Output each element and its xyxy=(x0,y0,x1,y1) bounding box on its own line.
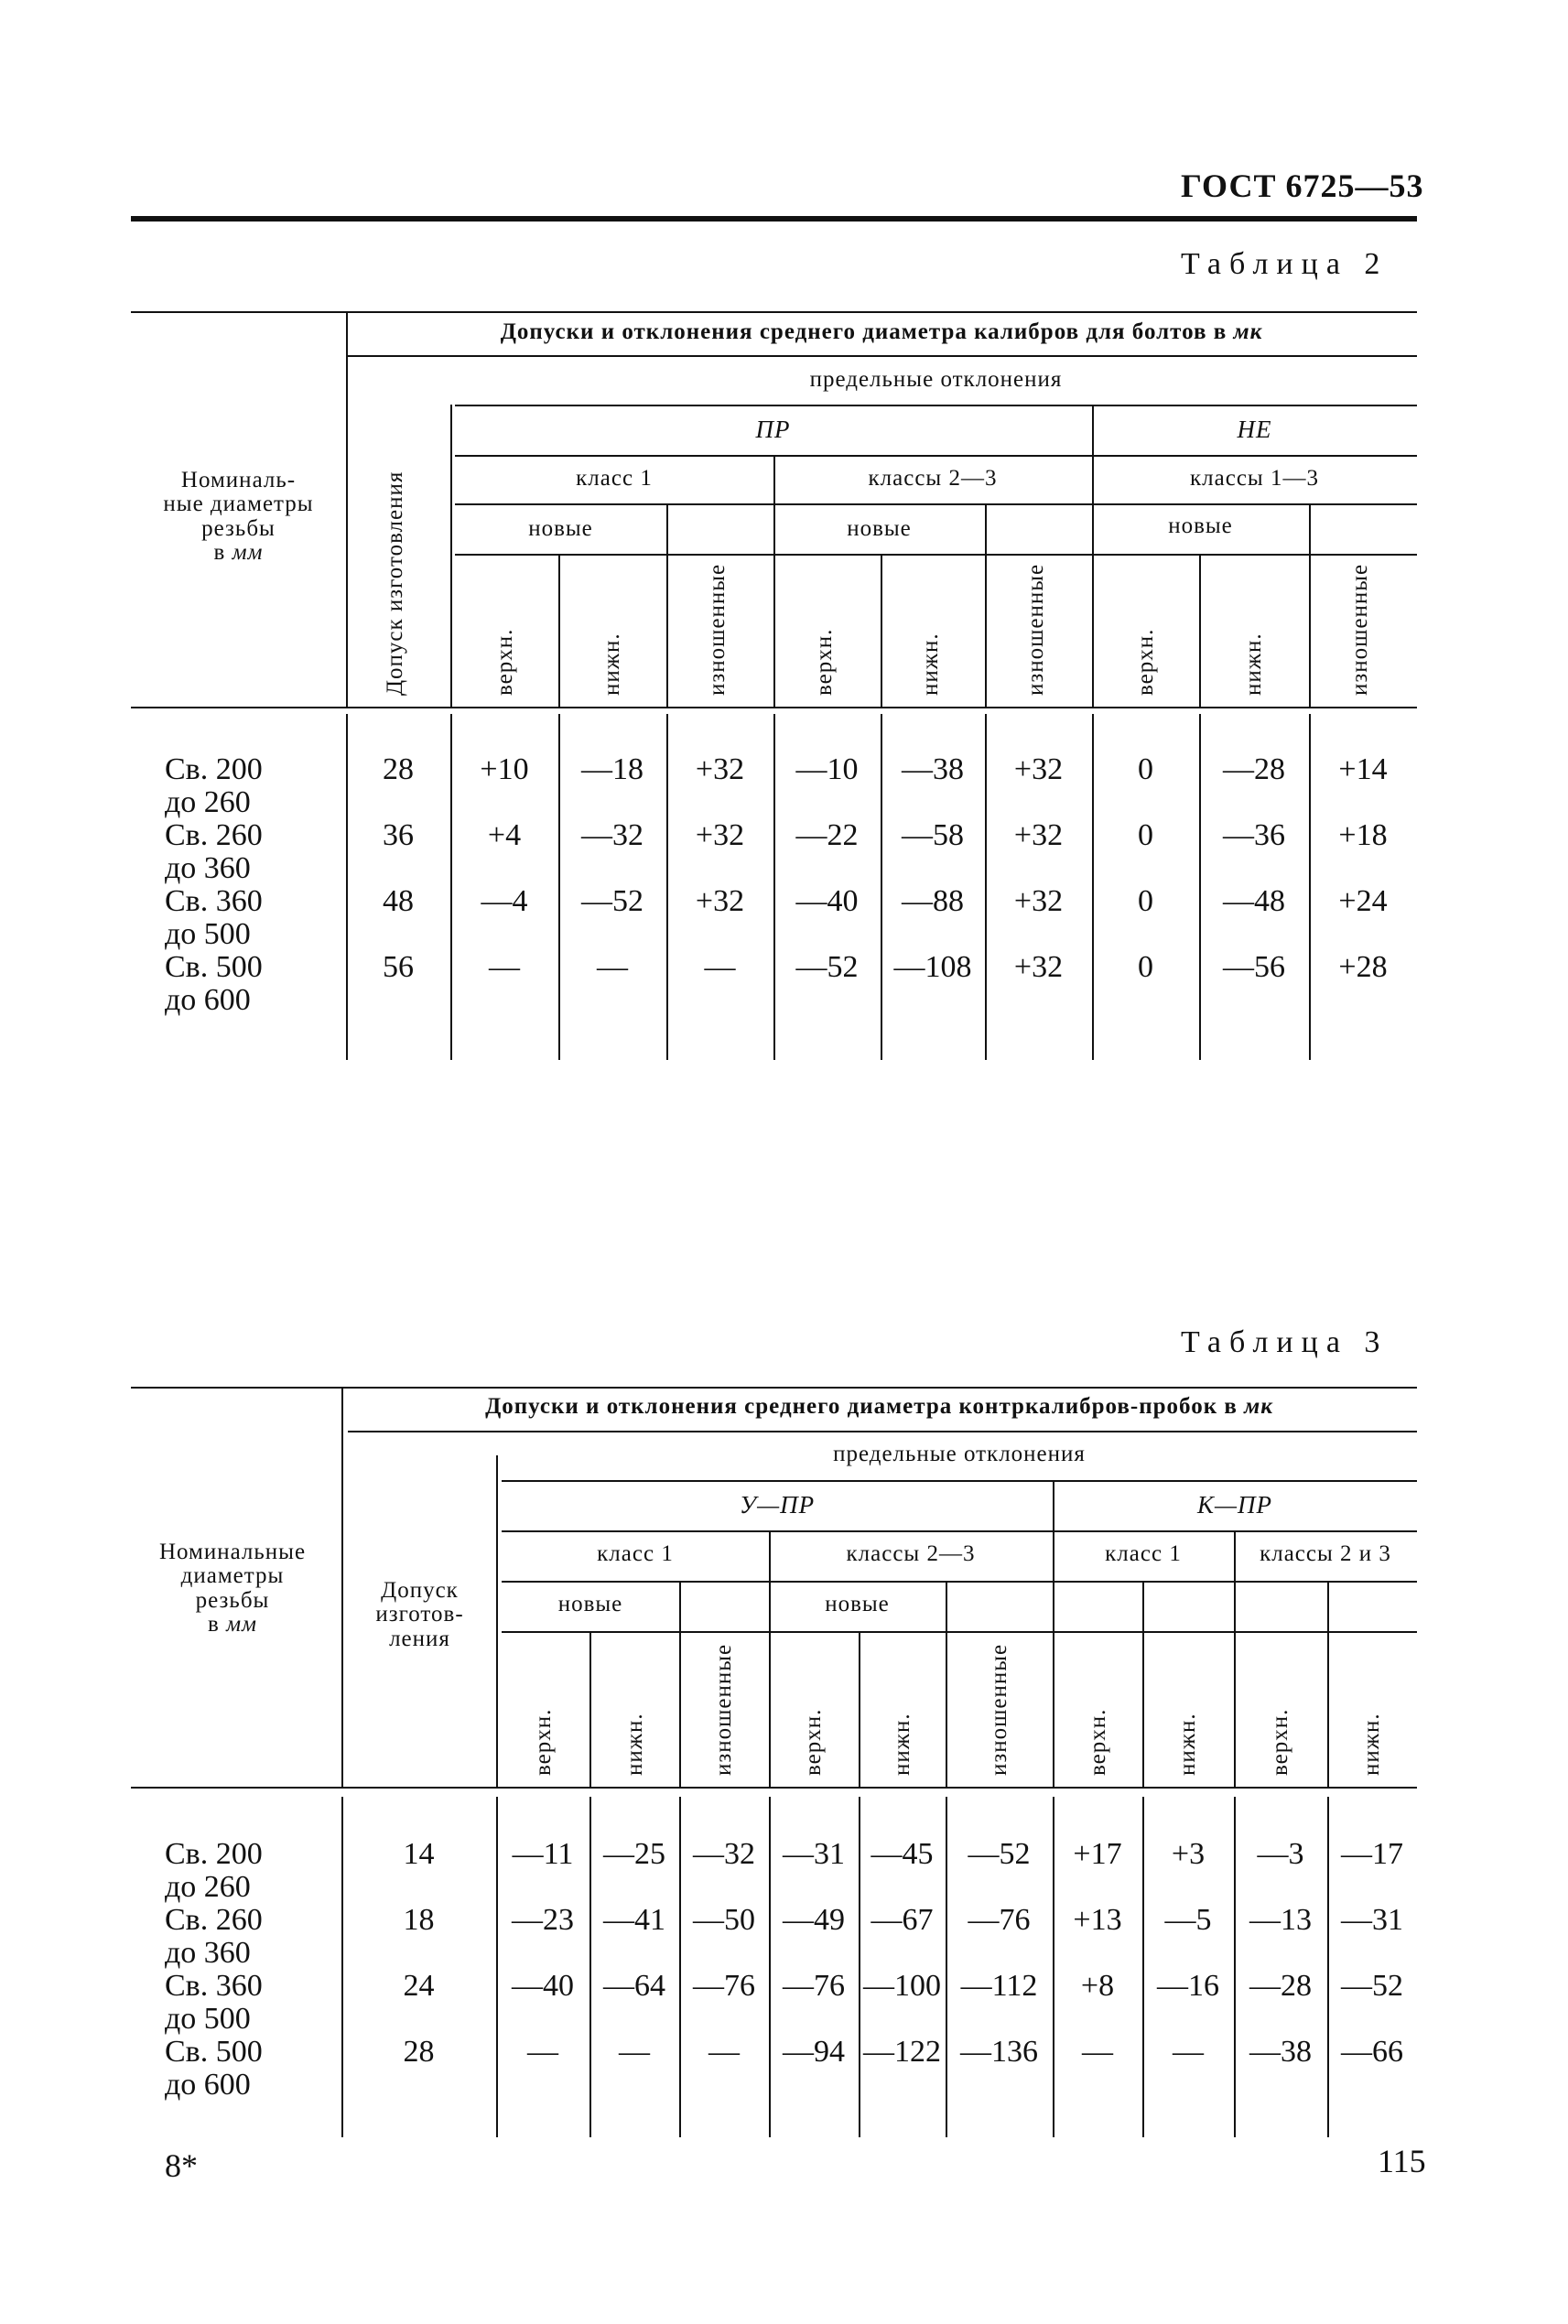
table3-title-unit: мк xyxy=(1244,1394,1273,1419)
table2-cell: +18 xyxy=(1338,818,1388,852)
table3-cell: —76 xyxy=(783,1969,845,2003)
unit-prefix: в xyxy=(208,1611,220,1637)
row-header-line: диаметры xyxy=(180,1563,285,1589)
tolerance-line: изготов- xyxy=(375,1602,464,1627)
table3-header-bottom xyxy=(131,1787,1417,1789)
table2-cell: — xyxy=(489,950,520,984)
table2-line xyxy=(455,405,1417,406)
standard-number: ГОСТ 6725—53 xyxy=(1181,168,1424,204)
table3-line xyxy=(1327,1581,1329,1787)
table2-cell: +32 xyxy=(695,818,745,852)
table3-cell: —25 xyxy=(603,1837,665,1871)
table2-top-rule xyxy=(131,311,1417,313)
table2-cell: 0 xyxy=(1138,752,1153,786)
table3-cell: —49 xyxy=(783,1903,845,1937)
table2-lower: нижн. xyxy=(1241,632,1266,696)
table2-cell: —28 xyxy=(1223,752,1285,786)
table2-cell: +32 xyxy=(1013,950,1064,984)
table2-line xyxy=(455,455,1417,457)
table2-new: новые xyxy=(528,516,593,541)
table2-worn: изношенные xyxy=(1347,563,1372,696)
table2-group-pr: ПР xyxy=(755,416,791,443)
table3-cell: —17 xyxy=(1341,1837,1403,1871)
row-header-line: резьбы xyxy=(195,1587,270,1613)
row-header-unit xyxy=(131,1613,334,1637)
table2-limits: предельные отклонения xyxy=(809,367,1063,392)
table3-row-to: до 500 xyxy=(165,2002,251,2036)
table3-cell: —100 xyxy=(863,1969,941,2003)
table2-line xyxy=(1092,405,1094,707)
table3-cell: —66 xyxy=(1341,2035,1403,2069)
table3-row-to: до 360 xyxy=(165,1936,251,1970)
table2-title-text: Допуски и отклонения среднего диаметра калибров для болтов в xyxy=(500,319,1227,344)
table3-worn: изношенные xyxy=(711,1643,736,1776)
table3-cell: —23 xyxy=(512,1903,574,1937)
table2-cell: +32 xyxy=(1013,818,1064,852)
table2-upper: верхн. xyxy=(492,628,517,696)
table2-cell: —56 xyxy=(1223,950,1285,984)
table3-title xyxy=(341,1395,1417,1419)
table3-upper: верхн. xyxy=(531,1708,556,1776)
table2-cell: —52 xyxy=(795,950,859,984)
table2-line xyxy=(450,405,452,707)
table2-cell: —36 xyxy=(1223,818,1285,852)
table3-class1: класс 1 xyxy=(1105,1541,1182,1566)
table3-row-header xyxy=(131,1540,334,1637)
table2-header-bottom xyxy=(131,707,1417,708)
table2-new: новые xyxy=(1168,513,1233,538)
table2-cell: +24 xyxy=(1338,884,1388,918)
table2-cell: —108 xyxy=(893,950,972,984)
table2-line xyxy=(558,554,560,707)
table3-line xyxy=(502,1530,1417,1532)
table3-upper: верхн. xyxy=(1268,1708,1292,1776)
table3-cell: 18 xyxy=(403,1903,435,1937)
table2-cell: 36 xyxy=(383,818,414,852)
table2-cell: 0 xyxy=(1138,818,1153,852)
row-header-unit xyxy=(131,541,346,565)
table2-title xyxy=(346,320,1417,344)
table2-worn: изношенные xyxy=(1023,563,1048,696)
header-rule xyxy=(131,216,1417,222)
table3-cell: —122 xyxy=(863,2035,941,2069)
table2-cell: —52 xyxy=(581,884,643,918)
unit-prefix: в xyxy=(213,539,226,565)
table2-cell: — xyxy=(704,950,736,984)
unit: мм xyxy=(226,1611,257,1637)
table3-cell: 24 xyxy=(403,1969,435,2003)
table2-new: новые xyxy=(847,516,912,541)
table2-caption: Таблица 2 xyxy=(1181,247,1389,281)
table2-cell: +32 xyxy=(1013,884,1064,918)
table3-cell: —67 xyxy=(871,1903,934,1937)
table2-line xyxy=(985,503,987,707)
table2-cell: —88 xyxy=(902,884,964,918)
table3-cell: —11 xyxy=(512,1837,574,1871)
table2-line xyxy=(346,311,348,707)
table2-cell: —48 xyxy=(1223,884,1285,918)
table3-cell: —50 xyxy=(693,1903,755,1937)
table3-cell: —38 xyxy=(1249,2035,1312,2069)
table3-row-from: Св. 260 xyxy=(165,1903,263,1937)
table3-line xyxy=(348,1431,1417,1432)
row-header-line: Номиналь- xyxy=(180,468,297,492)
table3-cell: —31 xyxy=(1341,1903,1403,1937)
table3-line xyxy=(496,1455,498,1787)
table3-cell: —31 xyxy=(783,1837,845,1871)
table2-row-to: до 600 xyxy=(165,983,251,1017)
page-number: 115 xyxy=(1378,2143,1426,2179)
table2-row-from: Св. 200 xyxy=(165,752,263,786)
table2-cell: —40 xyxy=(795,884,859,918)
table3-cell: —28 xyxy=(1249,1969,1312,2003)
table2-cell: +14 xyxy=(1338,752,1388,786)
table2-cell: 48 xyxy=(383,884,414,918)
table2-cell: 0 xyxy=(1138,884,1153,918)
footer-signature: 8* xyxy=(165,2147,198,2184)
table2-cell: +32 xyxy=(1013,752,1064,786)
table3-limits: предельные отклонения xyxy=(833,1442,1086,1466)
table3-cell: —52 xyxy=(1341,1969,1403,2003)
table3-cell: —5 xyxy=(1164,1903,1212,1937)
table2-row-header xyxy=(131,469,346,565)
table3-group-kpr: К—ПР xyxy=(1197,1491,1272,1519)
table3-cell: — xyxy=(1082,2035,1113,2069)
table3-cell: —45 xyxy=(871,1837,934,1871)
table3-cell: — xyxy=(708,2035,740,2069)
table3-cell: +17 xyxy=(1073,1837,1122,1871)
table3-new: новые xyxy=(557,1592,623,1616)
table2-cell: +10 xyxy=(480,752,529,786)
table3-cell: —94 xyxy=(783,2035,845,2069)
table3-row-from: Св. 360 xyxy=(165,1969,263,2003)
table3-cell: — xyxy=(619,2035,650,2069)
table2-row-to: до 260 xyxy=(165,785,251,819)
table3-col-tolerance xyxy=(343,1579,496,1651)
table3-row-from: Св. 200 xyxy=(165,1837,263,1871)
table3-cell: +3 xyxy=(1171,1837,1206,1871)
table3-cell: 14 xyxy=(403,1837,435,1871)
table2-cell: 56 xyxy=(383,950,414,984)
table2-line xyxy=(455,503,1417,505)
table3-cell: —52 xyxy=(968,1837,1031,1871)
table3-cell: 28 xyxy=(403,2035,435,2069)
table3-group-upr: У—ПР xyxy=(739,1491,816,1519)
table2-cell: —58 xyxy=(902,818,964,852)
table3-class1: класс 1 xyxy=(597,1541,674,1566)
table2-row-from: Св. 360 xyxy=(165,884,263,918)
table3-cell: +8 xyxy=(1080,1969,1115,2003)
table2-line xyxy=(666,503,668,707)
table3-cell: —32 xyxy=(693,1837,755,1871)
table2-upper: верхн. xyxy=(812,628,837,696)
table3-cell: —3 xyxy=(1257,1837,1304,1871)
table3-class23: классы 2—3 xyxy=(846,1541,976,1566)
table2-row-to: до 360 xyxy=(165,851,251,885)
table3-cell: —13 xyxy=(1249,1903,1312,1937)
table2-col-tolerance: Допуск изготовления xyxy=(383,470,407,696)
table2-line xyxy=(773,455,775,707)
table3-upper: верхн. xyxy=(801,1708,826,1776)
table2-class23: классы 2—3 xyxy=(868,466,998,491)
table2-cell: —4 xyxy=(481,884,528,918)
table3-cell: —112 xyxy=(960,1969,1038,2003)
row-header-line: Номинальные xyxy=(158,1540,307,1564)
table3-lower: нижн. xyxy=(1175,1713,1200,1776)
table3-class2and3: классы 2 и 3 xyxy=(1260,1541,1391,1566)
tolerance-line: ления xyxy=(389,1626,450,1651)
table2-cell: —18 xyxy=(581,752,643,786)
row-header-line: резьбы xyxy=(201,515,276,541)
table2-cell: — xyxy=(597,950,628,984)
table3-cell: — xyxy=(527,2035,558,2069)
table3-line xyxy=(1053,1480,1054,1787)
table2-cell: +32 xyxy=(695,884,745,918)
table2-cell: 0 xyxy=(1138,950,1153,984)
unit: мм xyxy=(232,539,264,565)
table3-line xyxy=(502,1631,1417,1633)
table2-cell: 28 xyxy=(383,752,414,786)
table2-line xyxy=(455,554,1417,556)
table2-upper: верхн. xyxy=(1133,628,1158,696)
table3-cell: —76 xyxy=(968,1903,1031,1937)
table3-line xyxy=(946,1581,947,1787)
table3-row-from: Св. 500 xyxy=(165,2035,263,2069)
table3-line xyxy=(1234,1530,1236,1787)
table3-line xyxy=(589,1631,591,1787)
row-header-line: ные диаметры xyxy=(163,492,314,517)
table3-caption: Таблица 3 xyxy=(1181,1325,1389,1359)
table2-line xyxy=(881,554,882,707)
table2-row-from: Св. 260 xyxy=(165,818,263,852)
table3-cell: —16 xyxy=(1157,1969,1219,2003)
table3-top-rule xyxy=(131,1387,1417,1389)
table3-cell: — xyxy=(1173,2035,1204,2069)
table2-line xyxy=(346,355,1417,357)
table2-lower: нижн. xyxy=(600,632,624,696)
table3-lower: нижн. xyxy=(622,1713,647,1776)
table3-row-to: до 260 xyxy=(165,1870,251,1904)
table3-cell: —76 xyxy=(693,1969,755,2003)
table2-cell: +4 xyxy=(487,818,522,852)
table3-upper: верхн. xyxy=(1086,1708,1110,1776)
table3-cell: —136 xyxy=(960,2035,1038,2069)
table2-line xyxy=(1199,554,1201,707)
table3-worn: изношенные xyxy=(987,1643,1011,1776)
table3-cell: —41 xyxy=(603,1903,665,1937)
table2-class13: классы 1—3 xyxy=(1190,466,1319,491)
table2-cell: +28 xyxy=(1338,950,1388,984)
table2-cell: —38 xyxy=(902,752,964,786)
table3-lower: нижн. xyxy=(1359,1713,1384,1776)
table3-line xyxy=(859,1631,860,1787)
table2-line xyxy=(1309,503,1311,707)
table3-cell: —64 xyxy=(603,1969,665,2003)
table3-line xyxy=(502,1581,1417,1583)
table3-line xyxy=(502,1480,1417,1482)
table3-new: новые xyxy=(825,1592,890,1616)
table3-line xyxy=(1142,1581,1144,1787)
table3-title-text: Допуски и отклонения среднего диаметра контркалибров-пробок в xyxy=(485,1394,1238,1419)
table3-cell: +13 xyxy=(1073,1903,1122,1937)
table2-cell: +32 xyxy=(695,752,745,786)
table2-worn: изношенные xyxy=(705,563,730,696)
table2-group-ne: НЕ xyxy=(1237,416,1272,443)
table3-line xyxy=(769,1530,771,1787)
table2-lower: нижн. xyxy=(918,632,943,696)
table3-line xyxy=(679,1581,681,1787)
table2-row-to: до 500 xyxy=(165,917,251,951)
table3-lower: нижн. xyxy=(890,1713,914,1776)
table2-row-from: Св. 500 xyxy=(165,950,263,984)
table3-cell: —40 xyxy=(512,1969,574,2003)
table2-class1: класс 1 xyxy=(576,466,653,491)
table3-row-to: до 600 xyxy=(165,2068,251,2102)
tolerance-line: Допуск xyxy=(381,1578,459,1603)
table2-cell: —22 xyxy=(795,818,859,852)
table2-cell: —10 xyxy=(795,752,859,786)
table2-cell: —32 xyxy=(581,818,643,852)
table2-title-unit: мк xyxy=(1233,319,1263,344)
